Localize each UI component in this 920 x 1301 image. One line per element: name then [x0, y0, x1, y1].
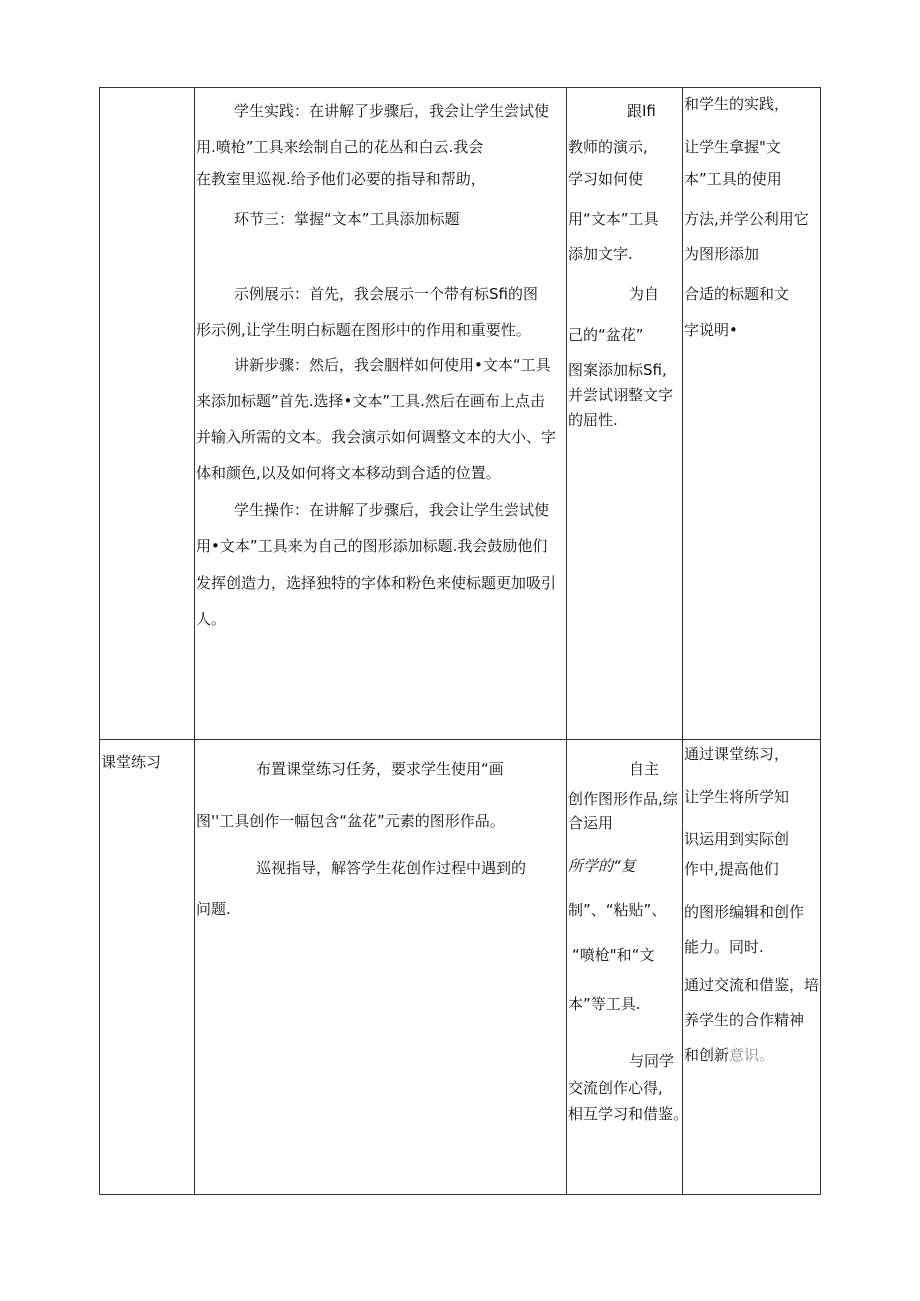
intent-line: 本”工具的使用	[684, 170, 782, 188]
content-line: 来添加标题”首先.选择•文本”工具.然后在画布上点击	[196, 392, 545, 410]
student-line: 制”、“粘贴”、	[568, 901, 667, 919]
table-left-border	[99, 87, 100, 1195]
student-line: 并尝试诩整文字	[568, 386, 674, 404]
row-label: 课堂练习	[101, 753, 162, 771]
column-divider	[566, 87, 567, 1195]
student-line: 与同学	[629, 1052, 675, 1070]
student-line: 图案添加标Sfi,	[568, 361, 667, 379]
student-line: 用“文本”工具	[568, 210, 659, 228]
table-top-border	[99, 87, 821, 88]
content-line: 形示例,让学生明白标题在图形中的作用和重要性。	[196, 321, 531, 339]
student-line: 创作图形作品,综	[568, 790, 678, 808]
column-divider	[682, 87, 683, 1195]
intent-text: 和创新	[684, 1046, 730, 1064]
student-line: 本”等工具.	[568, 995, 641, 1013]
intent-line: 养学生的合作精神	[684, 1011, 805, 1029]
content-line: 用•文本”工具来为自己的图形添加标题.我会鼓励他们	[196, 537, 548, 555]
content-line: 发挥创造力，选择独特的字体和粉色来使标题更加吸引	[196, 574, 557, 592]
content-line: 在教室里巡视.给予他们必要的指导和帮助，	[196, 170, 486, 188]
table-right-border	[820, 87, 821, 1195]
content-line: 巡视指导，解答学生花创作过程中遇到的	[256, 859, 527, 877]
student-line: “喷枪"和“文	[572, 946, 655, 964]
student-line: 己的“盆花”	[568, 326, 644, 344]
student-line: 相互学习和借鉴。	[568, 1105, 689, 1123]
intent-line: 方法,并学公利用它	[684, 210, 809, 228]
intent-line	[684, 1045, 774, 1065]
content-line: 讲新步骤：然后，我会胭样如何使用•文本“工具	[234, 356, 551, 374]
student-line: 合运用	[568, 814, 614, 832]
content-line: 体和颜色,以及如何将文本移动到合适的位置。	[196, 464, 501, 482]
content-line: 用.喷枪”工具来绘制自己的花丛和白云.我会	[196, 138, 484, 156]
row-divider	[99, 739, 821, 740]
intent-line: 合适的标题和文	[684, 285, 790, 303]
column-divider	[194, 87, 195, 1195]
intent-line: 字说明•	[684, 321, 738, 339]
content-line: 问题.	[196, 900, 231, 918]
content-line: 图''工具创作一幅包含“盆花”元素的图形作品。	[196, 812, 505, 830]
intent-line: 让学生将所学知	[684, 788, 790, 806]
content-line: 人。	[196, 610, 227, 628]
student-line: 交流创作心得,	[568, 1079, 663, 1097]
section-heading: 环节三：掌握“文本”工具添加标题	[234, 210, 460, 228]
intent-line: 为图形添加	[684, 245, 760, 263]
intent-line: 识运用到实际创	[684, 830, 790, 848]
student-line: 跟Ifi	[627, 102, 656, 120]
student-line: 添加文字.	[568, 245, 633, 263]
student-line: 的屈性.	[568, 411, 618, 429]
intent-line: 通过交流和借鉴，培	[684, 976, 820, 994]
content-line: 学生操作：在讲解了步骤后，我会让学生尝试使	[234, 501, 550, 519]
intent-line: 作中,提高他们	[684, 860, 779, 878]
intent-line: 的图形编辑和创作	[684, 903, 805, 921]
student-line: 学习如何使	[568, 170, 644, 188]
intent-line: 能力。同时.	[684, 938, 764, 956]
student-line: 为自	[629, 285, 660, 303]
student-line: 教师的演示,	[568, 138, 648, 156]
intent-line: 通过课堂练习，	[684, 745, 790, 763]
content-line: 示例展示：首先，我会展示一个带有标Sfi的图	[234, 285, 538, 303]
intent-line: 和学生的实践，	[684, 95, 790, 113]
student-line: 自主	[629, 760, 660, 778]
intent-line: 让学生拿握"文	[684, 138, 781, 156]
content-line: 布置课堂练习任务，要求学生使用“画	[256, 760, 504, 778]
intent-text-faint: 意识。	[729, 1046, 775, 1064]
student-line: 所学的“复	[568, 857, 636, 875]
content-line: 并输入所需的文本。我会演示如何调整文本的大小、字	[196, 428, 557, 446]
table-bottom-border	[99, 1194, 821, 1195]
content-line: 学生实践：在讲解了步骤后，我会让学生尝试使	[234, 102, 550, 120]
